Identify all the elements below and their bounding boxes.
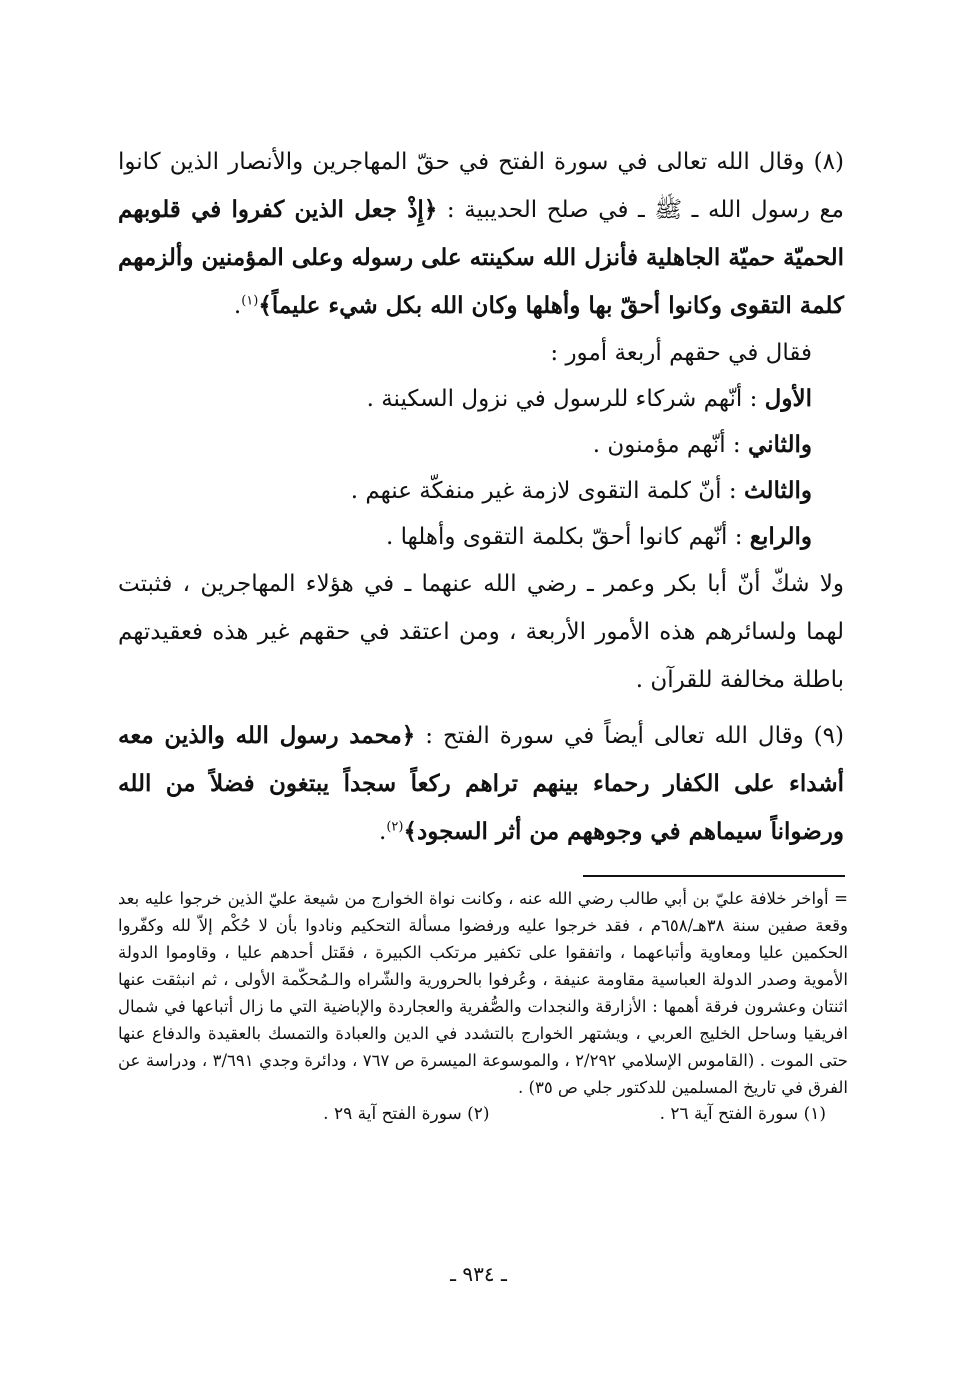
- quran-verse-8: ﴿إِذْ جعل الذين كفروا في قلوبهم الحميّة حميّة الجاهلية فأنزل الله سكينته على رسوله وعلى المؤمنين وألزمهم كلمة التقوى وكانوا أحقّ بها وأهلها وكان الله بكل شيء عليماً﴾: [118, 196, 844, 319]
- list-item-label: الأول: [764, 385, 812, 412]
- paragraph-9-end: .: [379, 819, 387, 845]
- list-item: [118, 514, 844, 560]
- paragraph-9-intro: (٩) وقال الله تعالى أيضاً في سورة الفتح :: [415, 723, 844, 749]
- footnote-2: (٢) سورة الفتح آية ٢٩ .: [323, 1104, 490, 1124]
- list-item-text: : أنّ كلمة التقوى لازمة غير منفكّة عنهم .: [350, 478, 744, 504]
- list-item-text: : أنّهم شركاء للرسول في نزول السكينة .: [366, 386, 765, 412]
- list-item-label: والرابع: [749, 523, 812, 550]
- paragraph-9: [118, 712, 844, 856]
- footnote-ref-2[interactable]: (٢): [386, 819, 404, 835]
- footnotes: [118, 885, 848, 1128]
- paragraph-8-end: .: [233, 293, 242, 319]
- list-item-label: والثالث: [743, 477, 812, 504]
- list-item-text: : أنّهم كانوا أحقّ بكلمة التقوى وأهلها .: [386, 524, 750, 550]
- footnote-divider: [583, 875, 845, 877]
- list-item: [118, 376, 844, 422]
- paragraph-8-intro: (٨) وقال الله تعالى في سورة الفتح في حقّ المهاجرين والأنصار الذين كانوا مع رسول الله ـ ﷺ ـ في صلح الحديبية :: [118, 149, 844, 223]
- page-number: ـ ٩٣٤ ـ: [450, 1262, 507, 1286]
- list-item: [118, 422, 844, 468]
- quran-verse-9: ﴿محمد رسول الله والذين معه أشداء على الكفار رحماء بينهم تراهم ركعاً سجداً يبتغون فضلاً من الله ورضواناً سيماهم في وجوههم من أثر السجود﴾: [118, 722, 844, 845]
- paragraph-8: [118, 138, 844, 330]
- footnote-1: (١) سورة الفتح آية ٢٦ .: [659, 1104, 826, 1124]
- list-item-text: : أنّهم مؤمنون .: [592, 432, 748, 458]
- footnote-references: [118, 1101, 848, 1128]
- footnote-ref-1[interactable]: (١): [241, 293, 259, 309]
- main-text: [118, 138, 844, 856]
- list-intro: فقال في حقهم أربعة أمور :: [550, 340, 812, 366]
- list-item-label: والثاني: [747, 431, 812, 458]
- conclusion-paragraph: ولا شكّ أنّ أبا بكر وعمر ـ رضي الله عنهما ـ في هؤلاء المهاجرين ، فثبتت لهما ولسائرهم هذه الأمور الأربعة ، ومن اعتقد في حقهم غير هذه فعقيدتهم باطلة مخالفة للقرآن .: [118, 571, 844, 693]
- footnote-continued: = أواخر خلافة عليّ بن أبي طالب رضي الله عنه ، وكانت نواة الخوارج من شيعة عليّ الذين خرجوا عليه بعد وقعة صفين سنة ٣٨هـ/٦٥٨م ، فقد خرجوا عليه ورفضوا مسألة التحكيم ونادوا بأن لا حُكْم إلاّ لله وكفّروا الحكمين عليا ومعاوية وأتباعهما ، واتفقوا على تكفير مرتكب الكبيرة ، فقَتل أحدهم عليا ، وقاوموا الدولة الأموية وصدر الدولة العباسية مقاومة عنيفة ، وعُرفوا بالحرورية والشّراه والـمُحكّمة الأولى ، ثم انبثقت عنها اثنتان وعشرون فرقة أهمها : الأزارقة والنجدات والصُّفرية والعجاردة والإباضية التي ما زال أتباعها في شمال افريقيا وساحل الخليج العربي ، ويشتهر الخوارج بالتشدد في الدين والعبادة والتمسك بالعقيدة والدفاع عنها حتى الموت . (القاموس الإسلامي ٢/٢٩٢ ، والموسوعة الميسرة ص ٧٦٧ ، ودائرة وجدي ٣/٦٩١ ، ودراسة عن الفرق في تاريخ المسلمين للدكتور جلي ص ٣٥) .: [118, 889, 849, 1097]
- list-item: [118, 468, 844, 514]
